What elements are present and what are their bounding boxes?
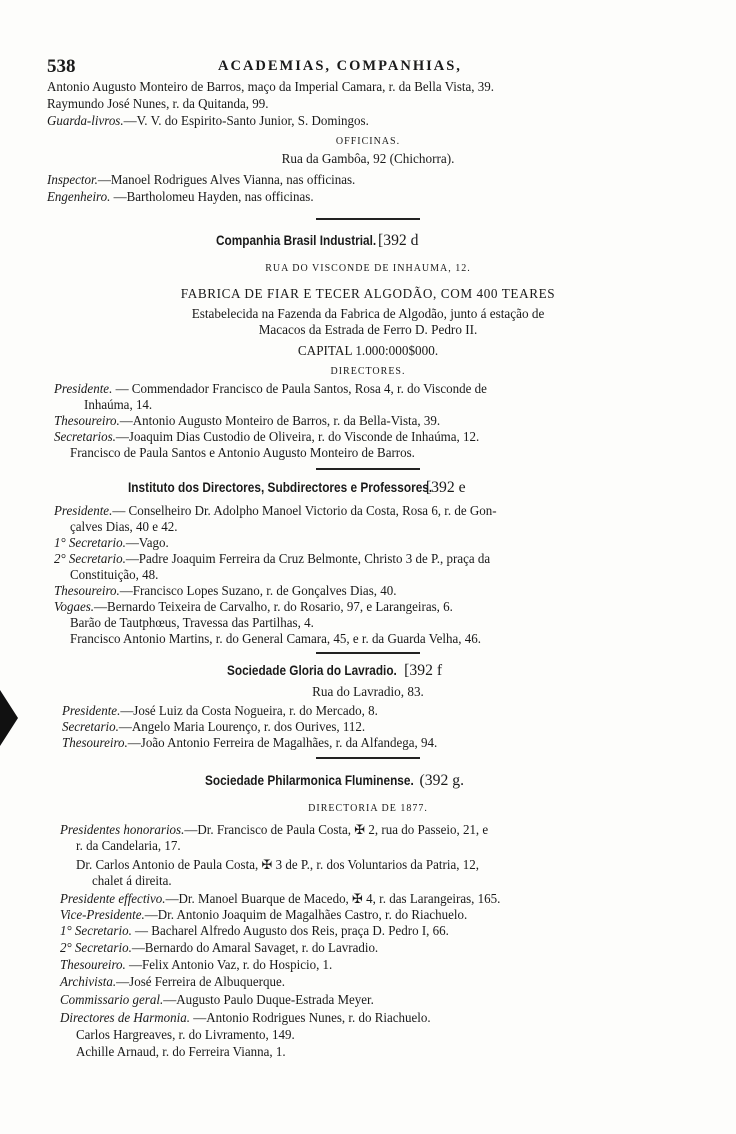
section-divider	[316, 652, 420, 654]
section-divider	[316, 218, 420, 220]
officinas-address: Rua da Gambôa, 92 (Chichorra).	[281, 151, 455, 166]
page-number: 538	[47, 56, 76, 77]
section-code: [392 e	[425, 479, 466, 496]
continued-entry-1: Antonio Augusto Monteiro de Barros, maço da Imperial Camara, r. da Bella Vista, 39.	[47, 79, 495, 94]
role-label: Directores de Harmonia.	[60, 1010, 191, 1025]
philarmonica-presidentes-honorarios-cont: r. da Candelaria, 17.	[76, 838, 181, 853]
role-label: Inspector.	[47, 172, 98, 187]
instituto-secretario-2	[54, 551, 726, 567]
entry-text: —Augusto Paulo Duque-Estrada Meyer.	[163, 992, 374, 1007]
entry-text: —V. V. do Espirito-Santo Junior, S. Domingos.	[123, 113, 369, 128]
philarmonica-presidente-honorario-2-cont: chalet á direita.	[92, 873, 172, 888]
instituto-secretario-1	[54, 535, 726, 551]
gloria-heading	[227, 662, 726, 679]
continued-entry-2: Raymundo José Nunes, r. da Quitanda, 99.	[47, 96, 269, 111]
entry-text: —Bernardo do Amaral Savaget, r. do Lavradio.	[131, 940, 379, 955]
role-label: Presidente.	[62, 703, 121, 718]
brasil-estabelecida-1: Estabelecida na Fazenda da Fabrica de Algodão, junto á estação de	[191, 306, 545, 321]
entry-text: — Conselheiro Dr. Adolpho Manoel Victorio da Costa, Rosa 6, r. de Gon-	[112, 503, 497, 518]
entry-text: — Commendador Francisco de Paula Santos, Rosa 4, r. do Visconde de	[112, 381, 487, 396]
instituto-thesoureiro	[54, 583, 726, 599]
role-label: Presidentes honorarios.	[60, 822, 185, 837]
role-label: 1° Secretario.	[54, 535, 126, 550]
role-label: 1° Secretario.	[60, 923, 132, 938]
entry-text: —Angelo Maria Lourenço, r. dos Ourives, 112.	[118, 719, 366, 734]
entry-text: —Manoel Rodrigues Alves Vianna, nas officinas.	[97, 172, 356, 187]
entry-text: —Dr. Manoel Buarque de Macedo, ✠ 4, r. das Larangeiras, 165.	[165, 891, 501, 906]
section-title: Sociedade Philarmonica Fluminense.	[205, 772, 414, 788]
role-label: Thesoureiro.	[62, 735, 128, 750]
brasil-fabrica: FABRICA DE FIAR E TECER ALGODÃO, COM 400 TEARES	[180, 286, 556, 301]
entry-text: —José Ferreira de Albuquerque.	[116, 974, 285, 989]
brasil-directores: DIRECTORES.	[330, 366, 406, 377]
instituto-vogal-3: Francisco Antonio Martins, r. do General Camara, 45, e r. da Guarda Velha, 46.	[70, 631, 482, 646]
brasil-capital: CAPITAL 1.000:000$000.	[297, 343, 439, 358]
section-title: Instituto dos Directores, Subdirectores e Professores.	[128, 479, 433, 495]
role-label: Secretario.	[62, 719, 119, 734]
role-label: Presidente.	[54, 381, 113, 396]
philarmonica-director-2: Carlos Hargreaves, r. do Livramento, 149.	[76, 1027, 295, 1042]
section-divider	[316, 757, 420, 759]
role-label: Secretarios.	[54, 429, 116, 444]
brasil-secretarios	[54, 429, 726, 445]
brasil-estabelecida-2: Macacos da Estrada de Ferro D. Pedro II.	[258, 322, 478, 337]
role-label: Thesoureiro.	[54, 413, 120, 428]
philarmonica-directores-harmonia	[60, 1010, 726, 1026]
entry-text: —João Antonio Ferreira de Magalhães, r. da Alfandega, 94.	[127, 735, 438, 750]
gloria-address: Rua do Lavradio, 83.	[312, 684, 424, 699]
role-label: Presidente effectivo.	[60, 891, 166, 906]
role-label: Thesoureiro.	[60, 957, 126, 972]
philarmonica-commissario	[60, 992, 726, 1008]
philarmonica-vice-presidente	[60, 907, 726, 923]
section-code: (392 g.	[419, 772, 465, 789]
gloria-secretario	[62, 719, 726, 735]
role-label: Vogaes.	[54, 599, 95, 614]
entry-text: —Vago.	[125, 535, 169, 550]
role-label: Engenheiro.	[47, 189, 111, 204]
entry-text: —Antonio Augusto Monteiro de Barros, r. da Bella-Vista, 39.	[119, 413, 441, 428]
role-label: Presidente.	[54, 503, 113, 518]
entry-text: —Bartholomeu Hayden, nas officinas.	[110, 189, 314, 204]
instituto-presidente	[54, 503, 726, 519]
philarmonica-secretario-1	[60, 923, 726, 939]
brasil-presidente	[54, 381, 726, 397]
role-label: 2° Secretario.	[60, 940, 132, 955]
role-label: Vice-Presidente.	[60, 907, 145, 922]
brasil-presidente-cont: Inhaúma, 14.	[84, 397, 153, 412]
officinas-heading: OFFICINAS.	[335, 136, 401, 147]
section-title: Sociedade Gloria do Lavradio.	[227, 662, 397, 678]
entry-text: —Joaquim Dias Custodio de Oliveira, r. do Visconde de Inhaúma, 12.	[115, 429, 480, 444]
entry-text: —Felix Antonio Vaz, r. do Hospicio, 1.	[125, 957, 333, 972]
instituto-heading	[128, 479, 726, 496]
engenheiro-entry	[47, 189, 726, 205]
philarmonica-heading	[205, 772, 726, 789]
role-label: Archivista.	[60, 974, 117, 989]
section-code: [392 f	[404, 662, 443, 679]
instituto-vogaes	[54, 599, 726, 615]
role-label: Thesoureiro.	[54, 583, 120, 598]
gloria-thesoureiro	[62, 735, 726, 751]
entry-text: —Antonio Rodrigues Nunes, r. do Riachuelo.	[190, 1010, 431, 1025]
entry-text: —José Luiz da Costa Nogueira, r. do Mercado, 8.	[120, 703, 378, 718]
entry-text: —Padre Joaquim Ferreira da Cruz Belmonte, Christo 3 de P., praça da	[125, 551, 491, 566]
role-label: Commissario geral.	[60, 992, 164, 1007]
role-label: Guarda-livros.	[47, 113, 124, 128]
philarmonica-archivista	[60, 974, 726, 990]
inspector-entry	[47, 172, 726, 188]
entry-text: —Bernardo Teixeira de Carvalho, r. do Rosario, 97, e Larangeiras, 6.	[94, 599, 453, 614]
running-title: ACADEMIAS, COMPANHIAS,	[218, 58, 462, 74]
guarda-livros-entry	[47, 113, 726, 129]
philarmonica-presidente-effectivo	[60, 891, 726, 907]
brasil-heading	[216, 232, 726, 249]
philarmonica-director-3: Achille Arnaud, r. do Ferreira Vianna, 1.	[76, 1044, 286, 1059]
instituto-presidente-cont: çalves Dias, 40 e 42.	[70, 519, 178, 534]
entry-text: —Dr. Francisco de Paula Costa, ✠ 2, rua do Passeio, 21, e	[184, 822, 489, 837]
philarmonica-presidente-honorario-2: Dr. Carlos Antonio de Paula Costa, ✠ 3 de P., r. dos Voluntarios da Patria, 12,	[76, 857, 479, 872]
section-divider	[316, 468, 420, 470]
section-title: Companhia Brasil Industrial.	[216, 232, 377, 248]
entry-text: —Dr. Antonio Joaquim de Magalhães Castro, r. do Riachuelo.	[144, 907, 468, 922]
philarmonica-directoria: DIRECTORIA DE 1877.	[308, 803, 428, 814]
entry-text: — Bacharel Alfredo Augusto dos Reis, praça D. Pedro I, 66.	[131, 923, 449, 938]
brasil-thesoureiro	[54, 413, 726, 429]
instituto-vogal-2: Barão de Tautphœus, Travessa das Partilhas, 4.	[70, 615, 314, 630]
brasil-secretarios-cont: Francisco de Paula Santos e Antonio Augusto Monteiro de Barros.	[70, 445, 415, 460]
section-code: [392 d	[377, 232, 419, 249]
gloria-presidente	[62, 703, 726, 719]
philarmonica-secretario-2	[60, 940, 726, 956]
philarmonica-presidentes-honorarios	[60, 822, 726, 838]
philarmonica-thesoureiro	[60, 957, 726, 973]
instituto-secretario-2-cont: Constituição, 48.	[70, 567, 159, 582]
role-label: 2° Secretario.	[54, 551, 126, 566]
brasil-address: RUA DO VISCONDE DE INHAUMA, 12.	[265, 263, 471, 274]
entry-text: —Francisco Lopes Suzano, r. de Gonçalves Dias, 40.	[119, 583, 397, 598]
